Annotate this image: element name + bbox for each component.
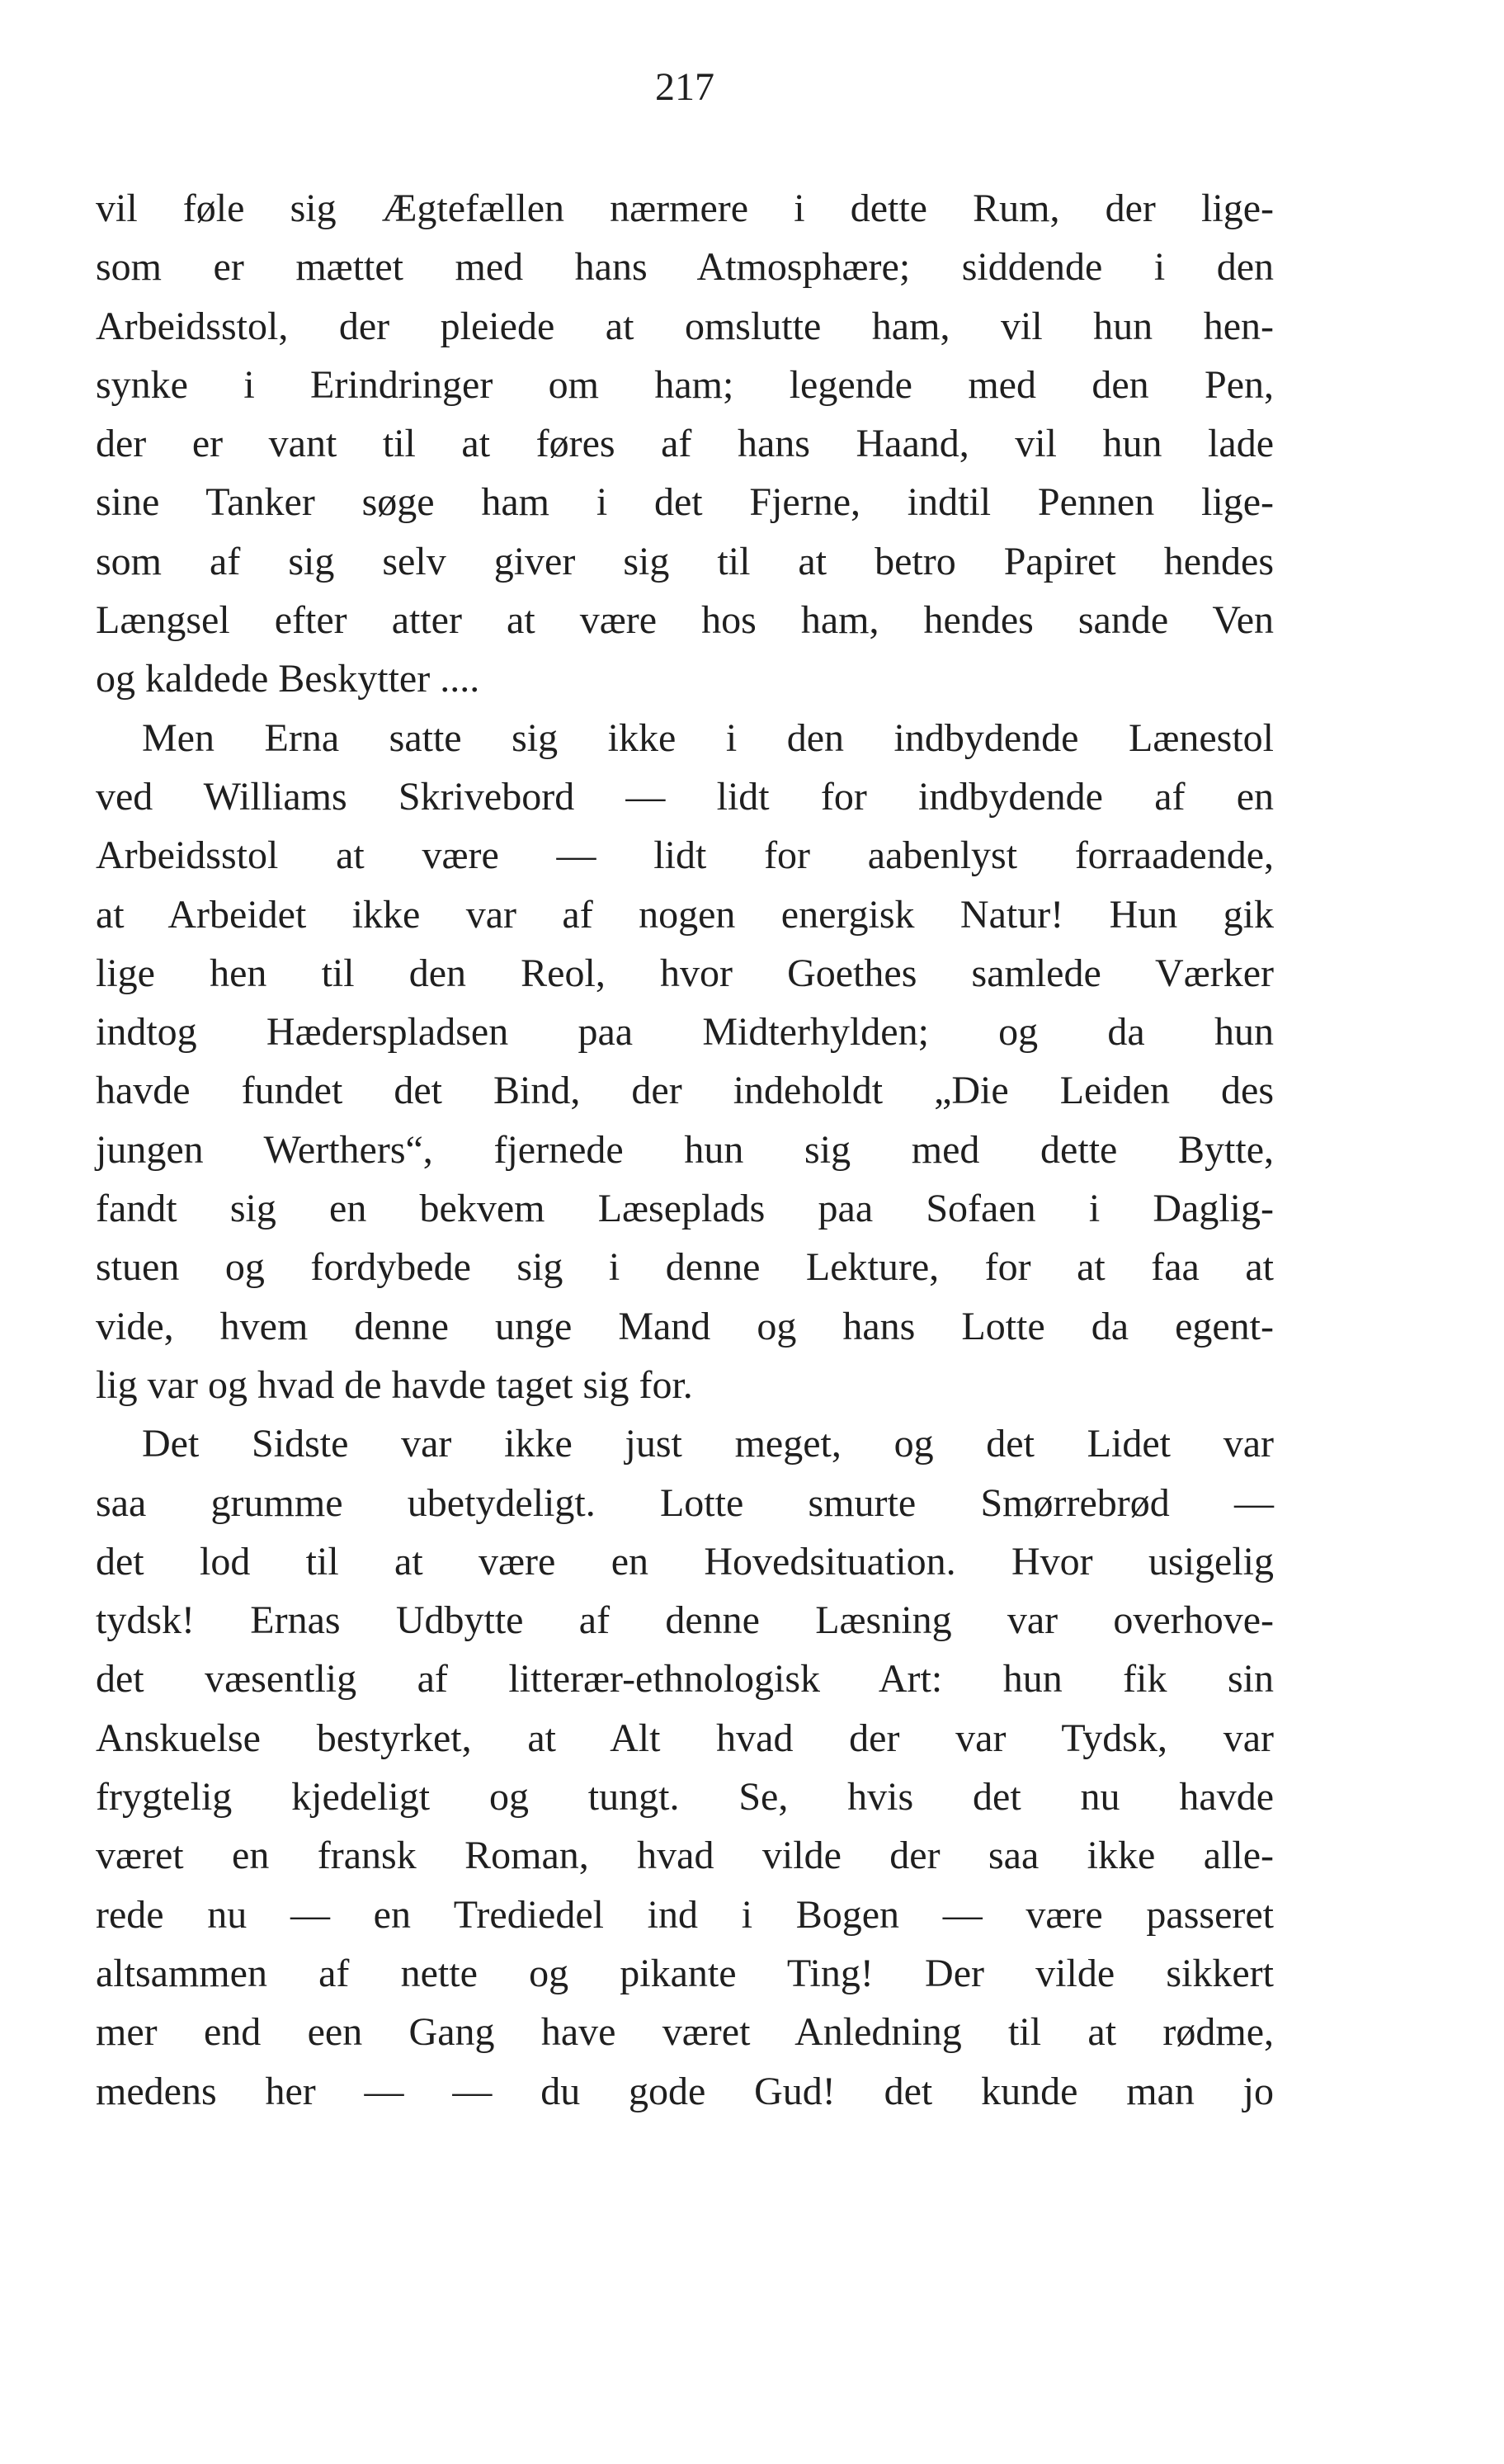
text-line: været en fransk Roman, hvad vilde der saa ikke alle- [96,1834,1274,1878]
text-line: Det Sidste var ikke just meget, og det Lidet var [142,1422,1274,1466]
text-line: ved Williams Skrivebord — lidt for indbydende af en [96,774,1274,819]
text-line: vide, hvem denne unge Mand og hans Lotte da egent- [96,1304,1274,1348]
text-line: Arbeidsstol, der pleiede at omslutte ham, vil hun hen- [96,304,1274,348]
text-line: frygtelig kjedeligt og tungt. Se, hvis det nu havde [96,1775,1274,1820]
text-line: Anskuelse bestyrket, at Alt hvad der var Tydsk, var [96,1716,1274,1760]
text-line: vil føle sig Ægtefællen nærmere i dette Rum, der lige- [96,186,1274,230]
text-line: lige hen til den Reol, hvor Goethes samlede Værker [96,951,1274,995]
text-line: som af sig selv giver sig til at betro Papiret hendes [96,539,1274,583]
text-line: medens her — — du gode Gud! det kunde man jo [96,2069,1274,2113]
text-line: Længsel efter atter at være hos ham, hendes sande Ven [96,598,1274,643]
body-text [96,179,1274,2121]
text-line: altsammen af nette og pikante Ting! Der vilde sikkert [96,1951,1274,1995]
text-line: lig var og hvad de havde taget sig for. [96,1362,693,1407]
text-line: at Arbeidet ikke var af nogen energisk Natur! Hun gik [96,892,1274,937]
text-line: tydsk! Ernas Udbytte af denne Læsning var overhove- [96,1598,1274,1643]
text-line: synke i Erindringer om ham; legende med den Pen, [96,362,1274,407]
text-line: fandt sig en bekvem Læseplads paa Sofaen i Daglig- [96,1187,1274,1231]
text-line: saa grumme ubetydeligt. Lotte smurte Smørrebrød — [96,1480,1274,1525]
text-line: havde fundet det Bind, der indeholdt „Die Leiden des [96,1069,1274,1113]
text-line: jungen Werthers“, fjernede hun sig med dette Bytte, [96,1127,1274,1172]
text-line: der er vant til at føres af hans Haand, vil hun lade [96,422,1274,466]
text-line: og kaldede Beskytter .... [96,657,480,701]
text-line: rede nu — en Trediedel ind i Bogen — være passeret [96,1892,1274,1937]
text-line: det væsentlig af litterær-ethnologisk Art: hun fik sin [96,1657,1274,1702]
text-line: Men Erna satte sig ikke i den indbydende Lænestol [142,715,1274,760]
page-number: 217 [655,65,714,109]
text-line: mer end een Gang have været Anledning til at rødme, [96,2010,1274,2055]
text-line: det lod til at være en Hovedsituation. Hvor usigelig [96,1539,1274,1584]
text-line: sine Tanker søge ham i det Fjerne, indtil Pennen lige- [96,480,1274,525]
text-line: som er mættet med hans Atmosphære; siddende i den [96,245,1274,290]
text-line: indtog Hæderspladsen paa Midterhylden; og da hun [96,1010,1274,1055]
text-line: Arbeidsstol at være — lidt for aabenlyst forraadende, [96,833,1274,878]
text-line: stuen og fordybede sig i denne Lekture, for at faa at [96,1245,1274,1290]
